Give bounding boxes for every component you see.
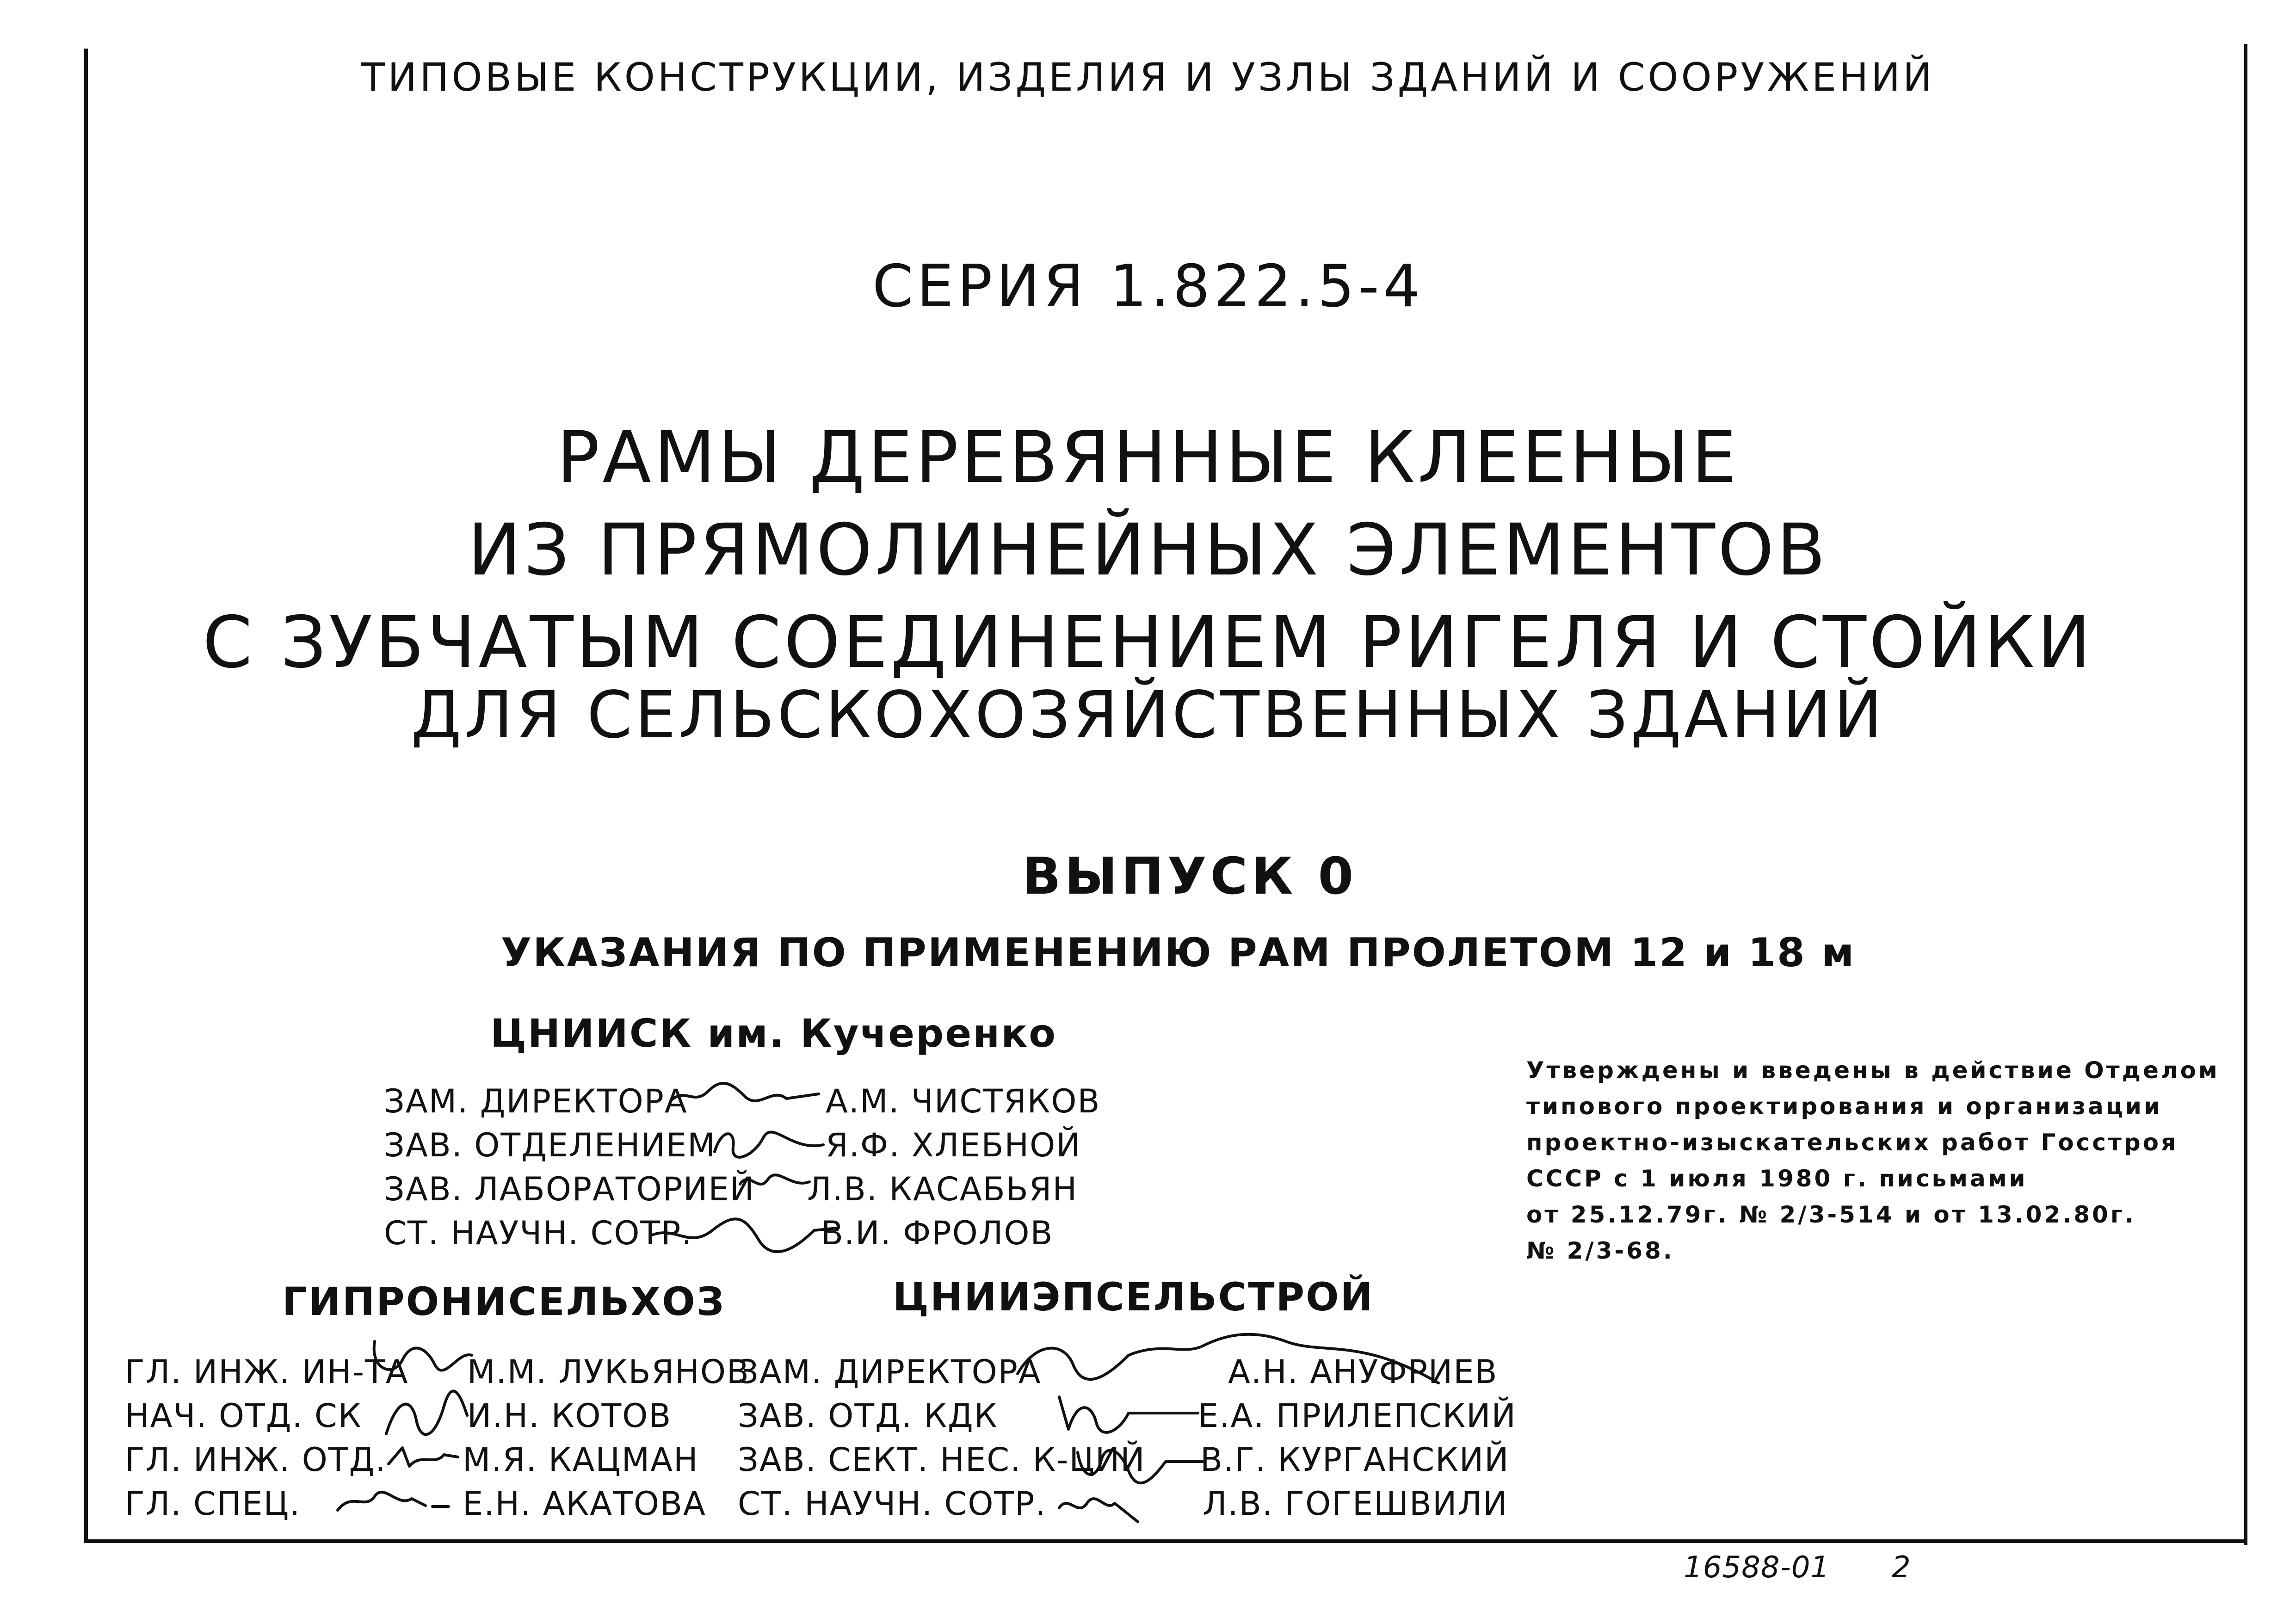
tsniisk-person-2: Я.Ф. ХЛЕБНОЙ [826,1126,1081,1164]
approval-line-5: от 25.12.79г. № 2/3-514 и от 13.02.80г. [1526,1201,2136,1228]
tsniiep-person-4: Л.В. ГОГЕШВИЛИ [1203,1485,1508,1523]
tsniisk-role-1: ЗАМ. ДИРЕКТОРА [384,1082,688,1120]
tsniisk-role-3: ЗАВ. ЛАБОРАТОРИЕЙ [384,1170,755,1208]
title-line-4: ДЛЯ СЕЛЬСКОХОЗЯЙСТВЕННЫХ ЗДАНИЙ [411,678,1885,753]
signature-akatova [333,1482,453,1519]
signature-gogeshvili [1055,1485,1147,1526]
tsniiep-person-2: Е.А. ПРИЛЕПСКИЙ [1198,1397,1517,1435]
signature-lukyanov [365,1332,476,1392]
series-number: СЕРИЯ 1.822.5-4 [872,252,1424,320]
gipro-role-2: НАЧ. ОТД. СК [125,1397,362,1435]
gipro-person-1: М.М. ЛУКЬЯНОВ [467,1353,750,1391]
signature-khlebnoy [708,1119,833,1166]
approval-line-6: № 2/3-68. [1526,1237,1674,1264]
org-tsniisk-name: ЦНИИСК им. Кучеренко [490,1011,1057,1056]
approval-line-3: проектно-изыскательских работ Госстроя [1526,1129,2179,1156]
gipro-person-3: М.Я. КАЦМАН [463,1441,699,1479]
frame-bottom-border [84,1539,2247,1543]
tsniiep-role-3: ЗАВ. СЕКТ. НЕС. К-ЦИЙ [738,1441,1146,1479]
signature-frolov [648,1207,842,1258]
org-gipro-name: ГИПРОНИСЕЛЬХОЗ [282,1279,726,1324]
gipro-person-2: И.Н. КОТОВ [467,1397,672,1435]
tsniiep-role-1: ЗАМ. ДИРЕКТОРА [738,1353,1042,1391]
org-tsniiep-name: ЦНИИЭПСЕЛЬСТРОЙ [893,1274,1374,1320]
tsniiep-person-1: А.Н. АНУФРИЕВ [1228,1353,1498,1391]
subtitle: УКАЗАНИЯ ПО ПРИМЕНЕНИЮ РАМ ПРОЛЕТОМ 12 и 18 м [500,930,1856,976]
title-line-3: С ЗУБЧАТЫМ СОЕДИНЕНИЕМ РИГЕЛЯ И СТОЙКИ [203,601,2093,684]
signature-kasabyan [735,1166,814,1203]
title-line-1: РАМЫ ДЕРЕВЯННЫЕ КЛЕЕНЫЕ [556,416,1740,499]
signature-prilepsky [1050,1385,1203,1441]
signature-chistyakov [666,1073,828,1119]
title-line-2: ИЗ ПРЯМОЛИНЕЙНЫХ ЭЛЕМЕНТОВ [468,509,1828,592]
gipro-role-1: ГЛ. ИНЖ. ИН-ТА [125,1353,409,1391]
tsniiep-person-3: В.Г. КУРГАНСКИЙ [1200,1441,1510,1479]
approval-line-1: Утверждены и введены в действие Отделом [1526,1057,2220,1084]
archive-number: 16588-01 [1684,1550,1830,1585]
tsniiep-role-2: ЗАВ. ОТД. КДК [738,1397,998,1435]
tsniisk-role-2: ЗАВ. ОТДЕЛЕНИЕМ [384,1126,716,1164]
gipro-role-3: ГЛ. ИНЖ. ОТД. [125,1441,387,1479]
signature-katsman [384,1439,463,1476]
tsniisk-person-4: В.И. ФРОЛОВ [821,1214,1054,1252]
signature-kurgansky [1073,1439,1207,1489]
issue-number: ВЫПУСК 0 [1022,846,1358,906]
tsniisk-person-1: А.М. ЧИСТЯКОВ [826,1082,1101,1120]
tsniiep-role-4: СТ. НАУЧН. СОТР. [738,1485,1047,1523]
document-header: ТИПОВЫЕ КОНСТРУКЦИИ, ИЗДЕЛИЯ И УЗЛЫ ЗДАНИЙ И СООРУЖЕНИЙ [361,55,1935,100]
signature-kotov [379,1388,472,1443]
sheet-number: 2 [1892,1550,1911,1585]
tsniisk-person-3: Л.В. КАСАБЬЯН [807,1170,1078,1208]
gipro-person-4: Е.Н. АКАТОВА [463,1485,706,1523]
gipro-role-4: ГЛ. СПЕЦ. [125,1485,301,1523]
approval-line-4: СССР с 1 июля 1980 г. письмами [1526,1165,2028,1192]
approval-line-2: типового проектирования и организации [1526,1093,2162,1120]
tsniisk-role-4: СТ. НАУЧН. СОТР. [384,1214,693,1252]
